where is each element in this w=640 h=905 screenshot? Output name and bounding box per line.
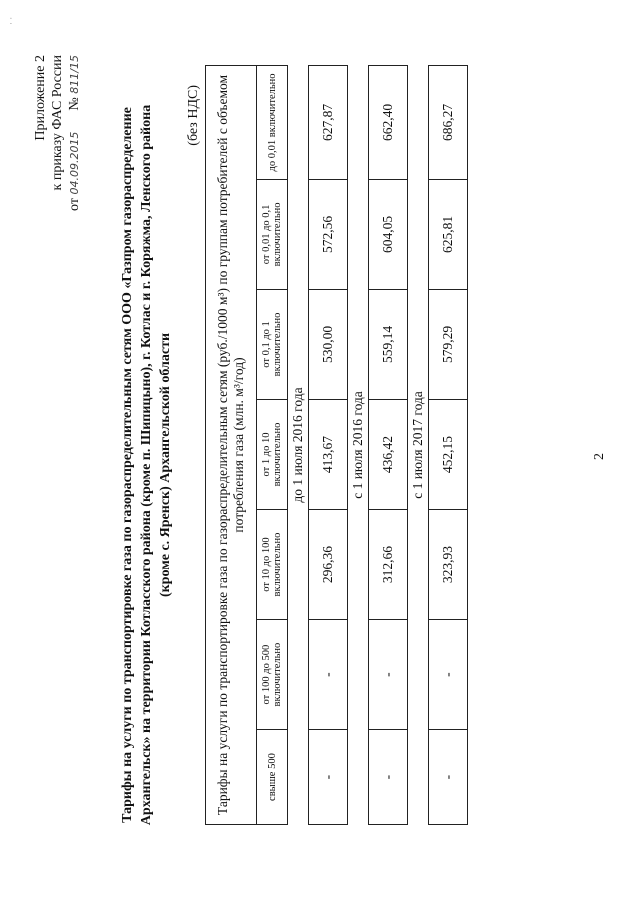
table-cell: - [309, 730, 348, 825]
table-cell: - [429, 620, 468, 730]
period-row: до 1 июля 2016 года [288, 66, 309, 825]
table-cell: - [429, 730, 468, 825]
table-cell: 296,36 [309, 510, 348, 620]
column-header: от 0,1 до 1 включительно [257, 289, 288, 399]
appendix-date-number: от 04.09.2015 № 811/15 [67, 55, 82, 211]
table-cell: 686,27 [429, 66, 468, 180]
appendix-title: Приложение 2 [33, 55, 48, 141]
table-cell: 625,81 [429, 179, 468, 289]
table-cell: 436,42 [369, 399, 408, 509]
appendix-block [32, 55, 83, 305]
column-header: от 10 до 100 включительно [257, 510, 288, 620]
period-row: с 1 июля 2016 года [348, 66, 369, 825]
table-row [369, 66, 408, 825]
table-cell: 530,00 [309, 289, 348, 399]
handwritten-date: 04.09.2015 [68, 131, 81, 195]
column-header: свыше 500 [257, 730, 288, 825]
table-row [429, 66, 468, 825]
table-cell: - [369, 620, 408, 730]
table-cell: 627,87 [309, 66, 348, 180]
column-header: от 1 до 10 включительно [257, 399, 288, 509]
table-cell: 604,05 [369, 179, 408, 289]
table-cell: 579,29 [429, 289, 468, 399]
table-cell: 559,14 [369, 289, 408, 399]
table-cell: 662,40 [369, 66, 408, 180]
table-cell: 572,56 [309, 179, 348, 289]
table-cell: 413,67 [309, 399, 348, 509]
tariff-table [205, 65, 468, 825]
table-cell: 452,15 [429, 399, 468, 509]
table-cell: 323,93 [429, 510, 468, 620]
handwritten-number: 811/15 [68, 55, 81, 94]
appendix-order: к приказу ФАС России [50, 55, 65, 191]
corner-mark: · · [6, 16, 16, 25]
column-header: от 100 до 500 включительно [257, 620, 288, 730]
column-header: от 0,01 до 0,1 включительно [257, 179, 288, 289]
table-cell: - [309, 620, 348, 730]
table-row [309, 66, 348, 825]
table-cell: 312,66 [369, 510, 408, 620]
column-header: до 0,01 включительно [257, 66, 288, 180]
table-main-header: Тарифы на услуги по транспортировке газа по газораспределительным сетям (руб./1000 м³) по группам потребителей с объемом потребления газа (млн. м³/год) [206, 66, 257, 825]
period-row: с 1 июля 2017 года [408, 66, 429, 825]
table-cell: - [369, 730, 408, 825]
vat-note: (без НДС) [186, 85, 201, 146]
document-title: Тарифы на услуги по транспортировке газа по газораспределительным сетям ООО «Газпром газораспределение Архангельск» на территории Котласского района (кроме п. Шипицыно), г. Котлас и г. Коряжма, Ленского района (кроме с. Яренск) Архангельской области [120, 104, 173, 826]
page-number: 2 [592, 453, 607, 460]
